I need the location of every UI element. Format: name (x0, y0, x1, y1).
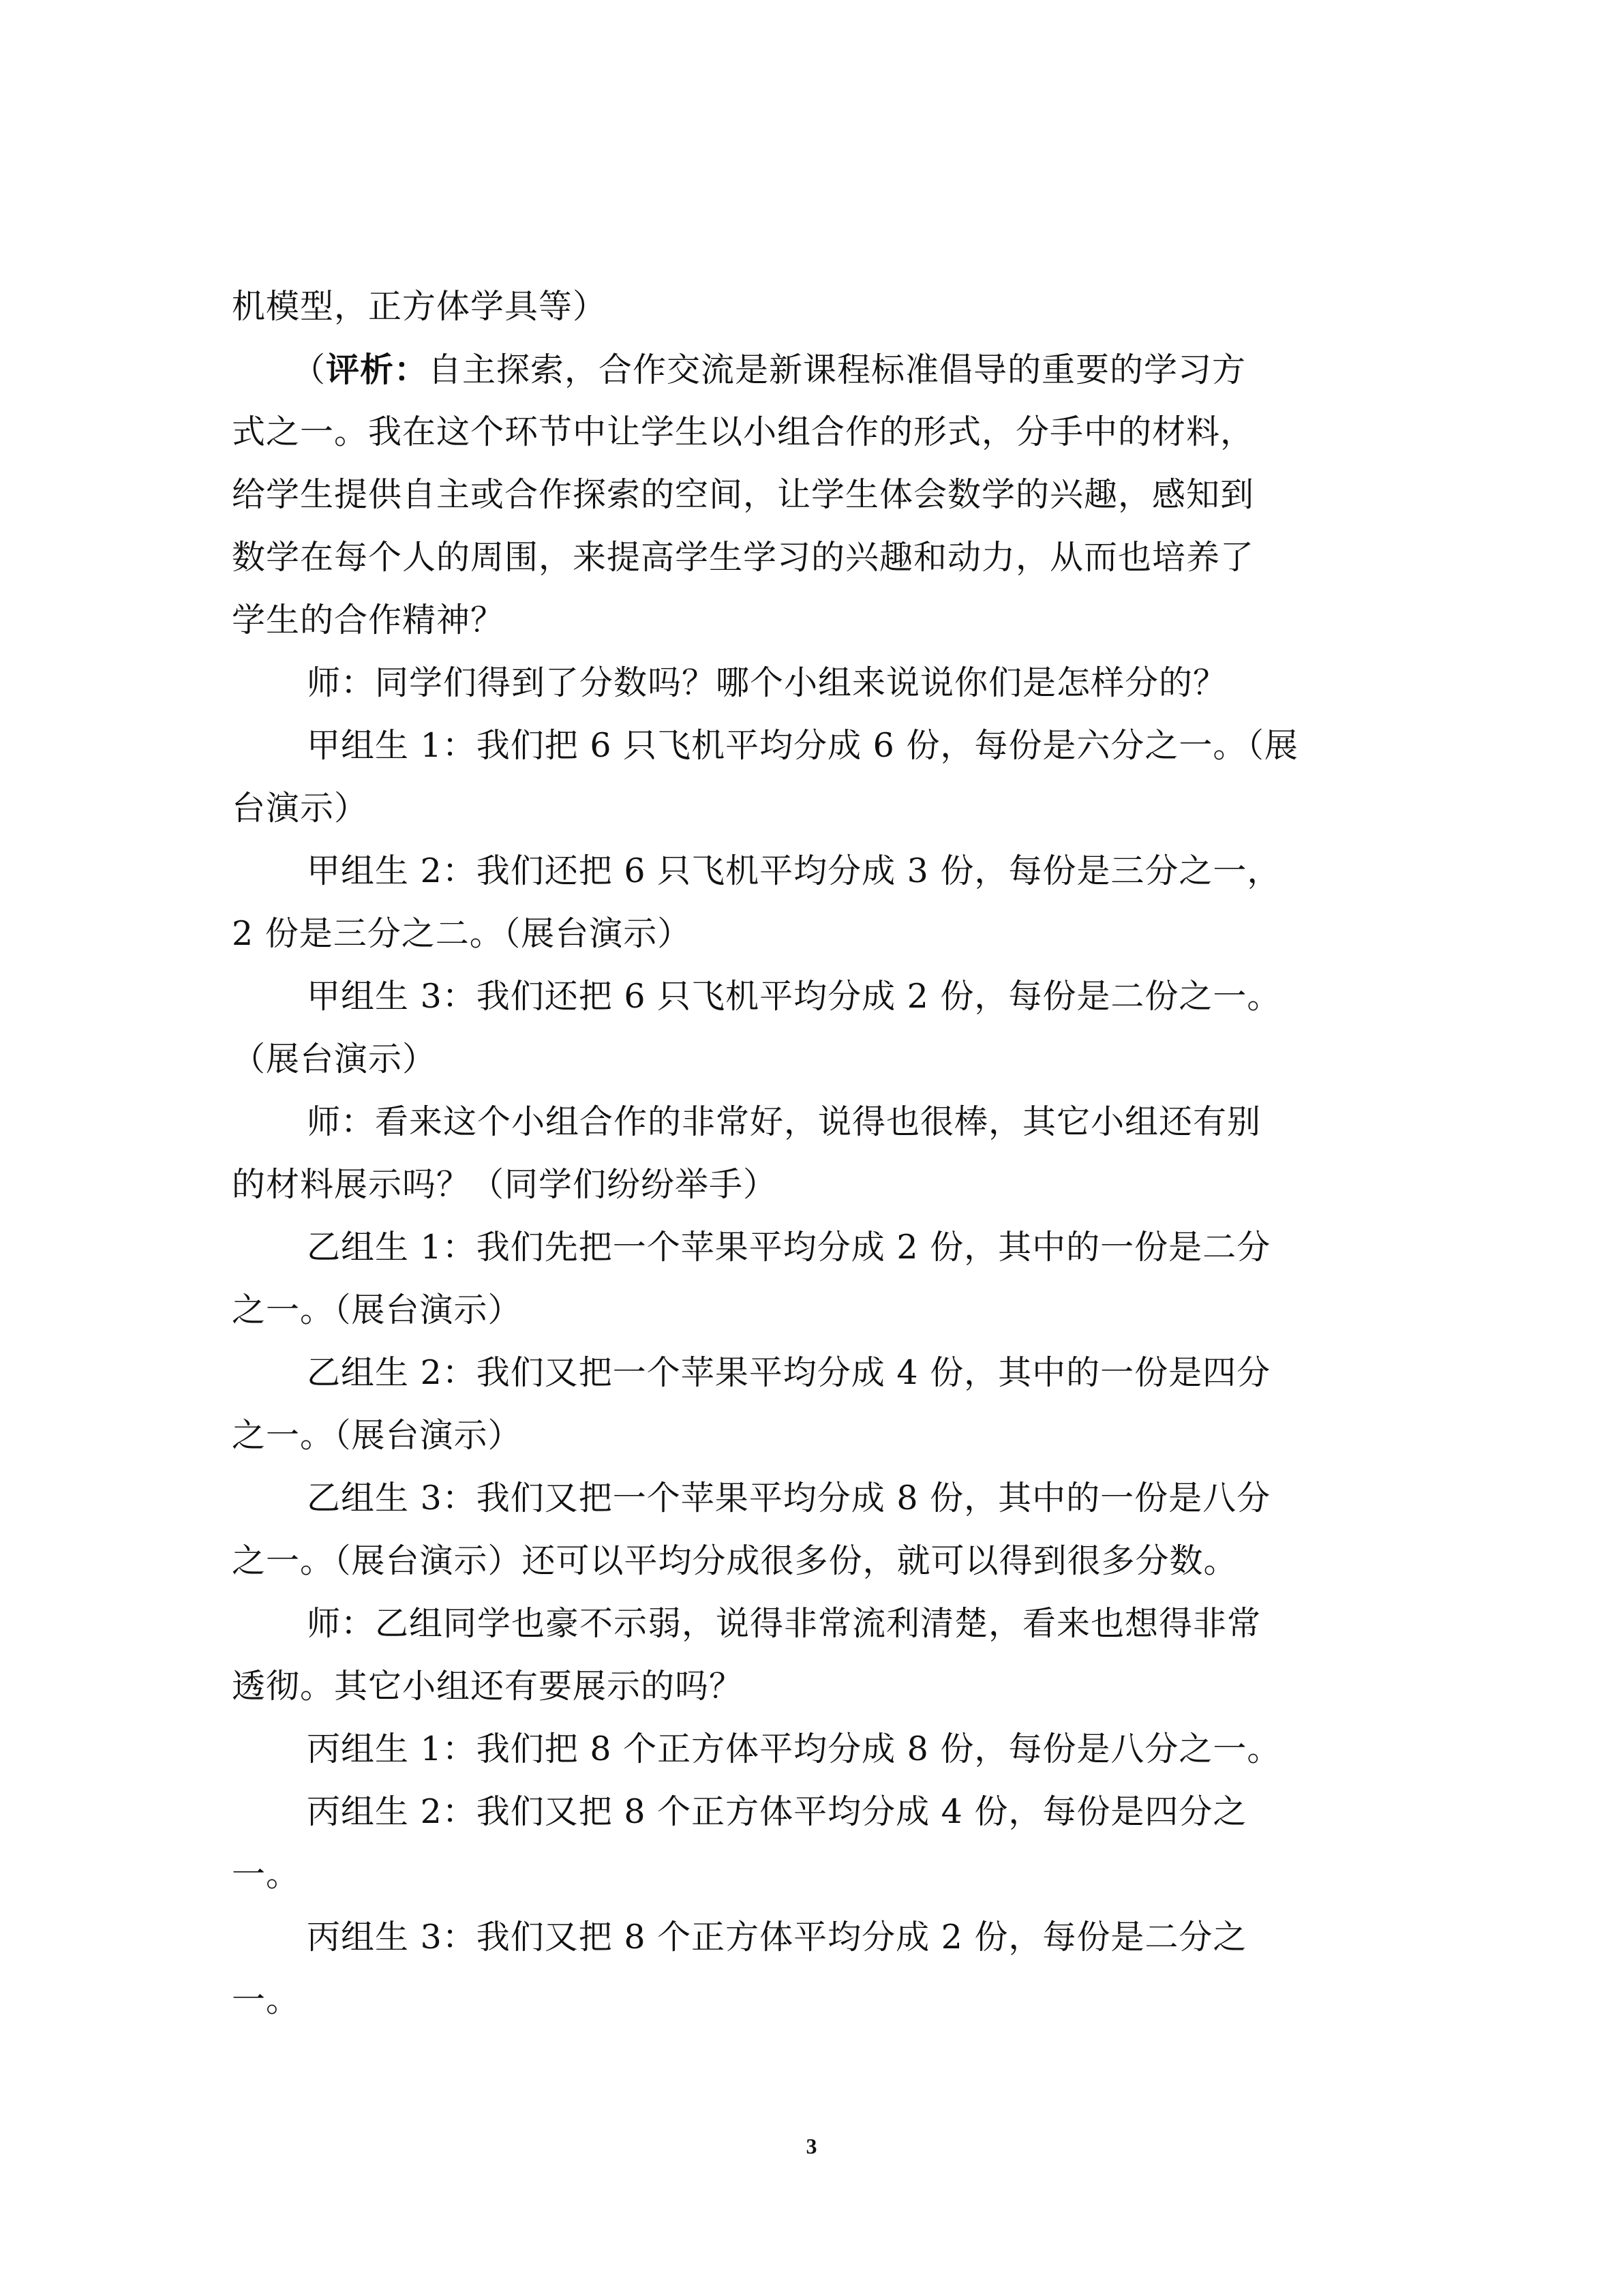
paragraph-line: （展台演示） (232, 1040, 437, 1078)
paragraph-line: 甲组生 3：我们还把 6 只飞机平均分成 2 份，每份是二份之一。 (307, 977, 1281, 1016)
paragraph-line: 乙组生 3：我们又把一个苹果平均分成 8 份，其中的一份是八分 (307, 1479, 1271, 1517)
paragraph-line: 给学生提供自主或合作探索的空间，让学生体会数学的兴趣，感知到 (232, 475, 1255, 514)
paragraph-line: 台演示） (232, 789, 369, 828)
paragraph-line: 甲组生 2：我们还把 6 只飞机平均分成 3 份，每份是三分之一， (307, 851, 1281, 890)
paragraph-line: 机模型，正方体学具等） (232, 287, 607, 326)
comment-label: 评析： (326, 350, 429, 389)
paragraph-line: 式之一。我在这个环节中让学生以小组合作的形式，分手中的材料， (232, 412, 1255, 451)
paragraph-line: 师：看来这个小组合作的非常好，说得也很棒，其它小组还有别 (307, 1102, 1262, 1141)
paragraph-line (232, 338, 1391, 401)
paragraph-line: 透彻。其它小组还有要展示的吗？ (232, 1667, 744, 1706)
paragraph-line: 师：同学们得到了分数吗？哪个小组来说说你们是怎样分的？ (307, 663, 1228, 702)
page-number: 3 (806, 2134, 817, 2158)
paragraph-line: 丙组生 1：我们把 8 个正方体平均分成 8 份，每份是八分之一。 (307, 1729, 1281, 1768)
paragraph-line: 乙组生 2：我们又把一个苹果平均分成 4 份，其中的一份是四分 (307, 1353, 1271, 1392)
paragraph-line: 的材料展示吗？（同学们纷纷举手） (232, 1165, 778, 1204)
comment-text: 自主探索，合作交流是新课程标准倡导的重要的学习方 (428, 350, 1247, 389)
paragraph-line: 一。 (232, 1980, 301, 2019)
paragraph-line: 之一。（展台演示） (232, 1416, 522, 1455)
paragraph-line: 学生的合作精神？ (232, 601, 505, 639)
paragraph-line: 丙组生 2：我们又把 8 个正方体平均分成 4 份，每份是四分之 (307, 1792, 1247, 1831)
paragraph-line: 乙组生 1：我们先把一个苹果平均分成 2 份，其中的一份是二分 (307, 1228, 1271, 1267)
paren-open: （ (292, 350, 327, 389)
paragraph-line: 之一。（展台演示）还可以平均分成很多份，就可以得到很多分数。 (232, 1541, 1238, 1580)
paragraph-line: 一。 (232, 1855, 301, 1894)
paragraph-line: 丙组生 3：我们又把 8 个正方体平均分成 2 份，每份是二分之 (307, 1918, 1247, 1957)
paragraph-line: 师：乙组同学也豪不示弱，说得非常流利清楚，看来也想得非常 (307, 1604, 1262, 1643)
paragraph-line: 之一。（展台演示） (232, 1290, 522, 1329)
paragraph-line: 数学在每个人的周围，来提高学生学习的兴趣和动力，从而也培养了 (232, 538, 1255, 577)
document-body (232, 275, 1391, 2031)
paragraph-line: 甲组生 1：我们把 6 只飞机平均分成 6 份，每份是六分之一。（展 (307, 726, 1299, 765)
paragraph-line: 2 份是三分之二。（展台演示） (232, 914, 692, 953)
